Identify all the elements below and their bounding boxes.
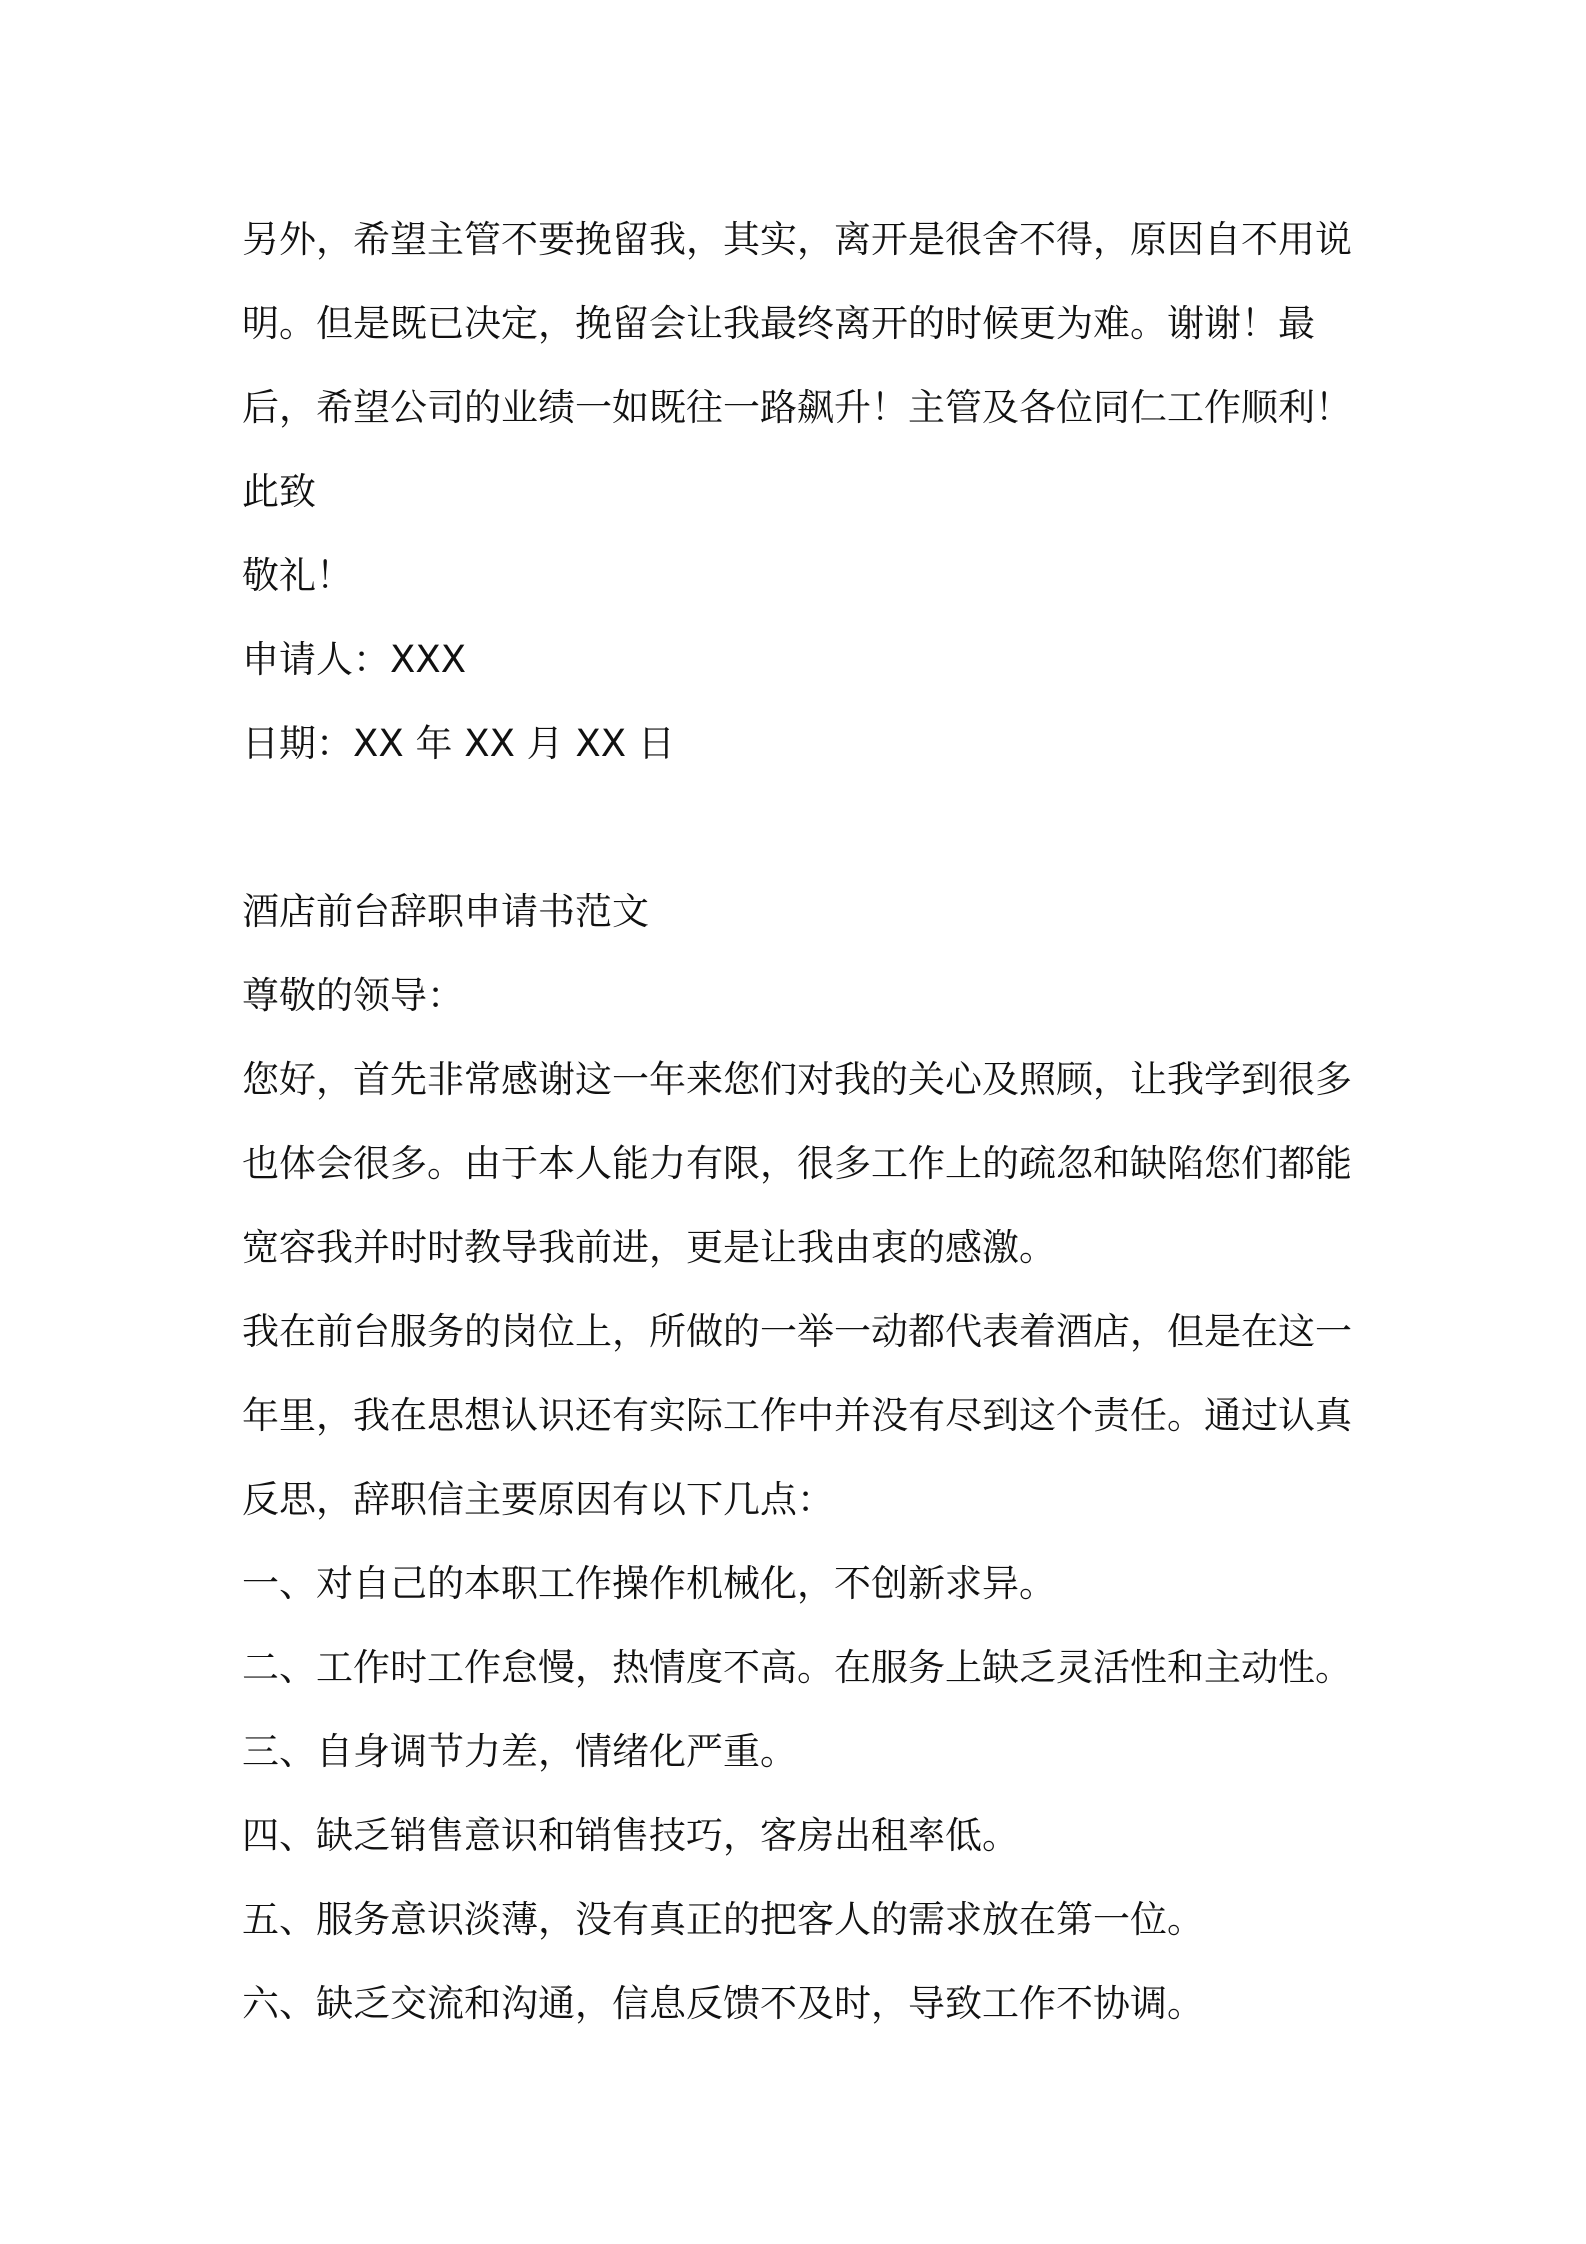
salutation-line-2: 敬礼！ [242,554,353,597]
body-paragraph-1: 您好，首先非常感谢这一年来您们对我的关心及照顾，让我学到很多也体会很多。由于本人能力有限，很多工作上的疏忽和缺陷您们都能宽容我并时时教导我前进，更是让我由衷的感激。 [242,1058,1352,1269]
reason-item: 一、对自己的本职工作操作机械化，不创新求异。 [242,1562,1056,1605]
document-body [242,198,1362,2046]
salutation-line-1: 此致 [242,470,316,513]
reason-item: 二、工作时工作怠慢，热情度不高。在服务上缺乏灵活性和主动性。 [242,1646,1352,1689]
date-line: 日期：XX 年 XX 月 XX 日 [242,722,675,765]
reason-item: 六、缺乏交流和沟通，信息反馈不及时，导致工作不协调。 [242,1982,1204,2025]
reason-item: 五、服务意识淡薄，没有真正的把客人的需求放在第一位。 [242,1898,1204,1941]
section-spacer [242,786,1362,870]
applicant-line: 申请人：XXX [242,638,467,681]
body-paragraph-2: 我在前台服务的岗位上，所做的一举一动都代表着酒店，但是在这一年里，我在思想认识还有实际工作中并没有尽到这个责任。通过认真反思，辞职信主要原因有以下几点： [242,1310,1352,1521]
reason-item: 三、自身调节力差，情绪化严重。 [242,1730,797,1773]
greeting-line: 尊敬的领导： [242,974,464,1017]
reason-item: 四、缺乏销售意识和销售技巧，客房出租率低。 [242,1814,1019,1857]
closing-paragraph: 另外，希望主管不要挽留我，其实，离开是很舍不得，原因自不用说明。但是既已决定，挽留会让我最终离开的时候更为难。谢谢！最后，希望公司的业绩一如既往一路飙升！主管及各位同仁工作顺利！ [242,218,1352,429]
section-title: 酒店前台辞职申请书范文 [242,890,649,933]
